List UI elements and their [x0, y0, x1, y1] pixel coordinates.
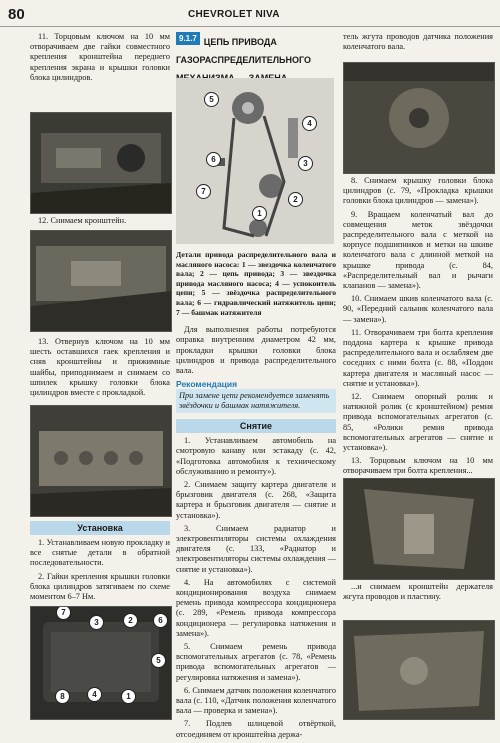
diagram-callout-5: 5 [204, 92, 219, 107]
torque-sequence-photo [30, 606, 172, 720]
step-11-text: 11. Торцовым ключом на 10 мм отворачиваем две гайки совместного крепления кронштейна переднего крепления экрана и крышки головки блока цилиндров. [30, 32, 170, 82]
column-left-c [30, 337, 170, 401]
removal-step-2: 2. Снимаем защиту картера двигателя и брызговик двигателя (с. 268, «Защита картера и брызговик двигателя — снятие и установка»). [176, 479, 336, 520]
diagram-callout-4: 4 [302, 116, 317, 131]
torque-label-5: 5 [151, 653, 166, 668]
column-right-c [343, 582, 493, 605]
removal-step-7: 7. Подлев шлицевой отвёрткой, отсоединяем от кронштейна держа- [176, 719, 336, 739]
recommendation-text: При замене цепи рекомендуется заменять звёздочки и башмак натяжителя. [176, 389, 336, 413]
page-number: 80 [8, 6, 25, 23]
diagram-callout-3: 3 [298, 156, 313, 171]
diagram-caption: Детали привода распределительного вала и масляного насоса: 1 — звездочка коленчатого вала; 2 — цепь привода; 3 — звездочка привода масляного насоса; 4 — успокоитель цепи; 5 — звёздочка распределительного вала; 6 — гидравлический натяжитель цепи; 7 — башмак натяжителя [176, 250, 336, 317]
engine-photo-bracket-removed [30, 230, 172, 332]
page-header [0, 0, 500, 27]
running-title: CHEVROLET NIVA [188, 9, 280, 20]
timing-chain-diagram [176, 78, 334, 244]
column-left-b [30, 216, 170, 229]
removal-step-5: 5. Снимаем ремень привода вспомогательных агрегатов (с. 78, «Ремень привода вспомогательных агрегатов — регулировка натяжения и замена»). [176, 642, 336, 682]
step-9-text: 9. Вращаем коленчатый вал до совмещения меток звёздочки распределительного вала с меткой на корпусе подшипников и метки на шкиве коленчатого вала с длинной меткой на крышке привода (с. 84, «Распределительный вал и рычаги клапанов — замена»). [343, 209, 493, 291]
removal-step-4: 4. На автомобилях с системой кондиционирования воздуха снимаем ремень привода компрессора кондиционера (с. 289, «Ремень привода компрессора кондиционера — регулировка натяжения и замена»). [176, 577, 336, 638]
torque-label-7: 7 [56, 606, 71, 620]
torque-label-4: 4 [87, 687, 102, 702]
step-11b-text: 11. Отворачиваем три болта крепления поддона картера к крышке привода распределительного вала и ослабляем две соседних с ними болта (с. 88, «Поддон картера двигателя и масляный насос — снятие и установка»). [343, 327, 493, 388]
torque-label-6: 6 [153, 613, 168, 628]
step-13-text: 13. Отвернув ключом на 10 мм шесть оставшихся гаек крепления и сняв кронштейны и прижимные шайбы, приподнимаем и снимаем со шпилек крышку головки блока цилиндров вместе с прокладкой. [30, 337, 170, 398]
column-right [343, 32, 493, 55]
step-13-caption: ...и снимаем кронштейн держателя жгута проводов и пластину. [343, 582, 493, 602]
engine-photo-timing-cover [343, 62, 495, 174]
step-13b-text: 13. Торцовым ключом на 10 мм отворачиваем три болта крепления... [343, 456, 493, 476]
removal-step-6: 6. Снимаем датчик положения коленчатого вала (с. 110, «Датчик положения коленчатого вала — проверка и замена»). [176, 685, 336, 716]
engine-photo-harness-bracket [343, 478, 495, 580]
removal-step-1: 1. Устанавливаем автомобиль на смотровую канаву или эстакаду (с. 42, «Подготовка автомобиля к техническому обслуживанию и ремонту»). [176, 436, 336, 476]
recommendation-header: Рекомендация [176, 379, 238, 390]
diagram-callout-2: 2 [288, 192, 303, 207]
column-middle-b [176, 250, 336, 743]
engine-photo-plate [343, 620, 495, 720]
torque-label-3: 3 [89, 615, 104, 630]
column-left-d [30, 518, 170, 605]
step-12b-text: 12. Снимаем опорный ролик и натяжной ролик (с кронштейном) ремня привода вспомогательных агрегатов (с. 85, «Ролики ремня привода вспомогательных агрегатов — снятие и установка»). [343, 392, 493, 453]
column-right-b [343, 176, 493, 480]
torque-label-1: 1 [121, 689, 136, 704]
step-8-text: 8. Снимаем крышку головки блока цилиндров (с. 79, «Прокладка крышки головки блока цилиндров — замена»). [343, 176, 493, 206]
continued-text: тель жгута проводов датчика положения коленчатого вала. [343, 32, 493, 52]
tools-intro: Для выполнения работы потребуются оправка внутренним диаметром 42 мм, прокладки крышки головки блока цилиндров и привода распределительного вала. [176, 325, 336, 375]
diagram-callout-7: 7 [196, 184, 211, 199]
install-step-1: 1. Устанавливаем новую прокладку и все снятые детали в обратной последовательности. [30, 538, 170, 568]
install-section-header: Установка [30, 521, 170, 535]
removal-section-header: Снятие [176, 419, 336, 433]
column-left [30, 32, 170, 86]
step-10-text: 10. Снимаем шкив коленчатого вала (с. 90, «Передний сальник коленчатого вала — замена»). [343, 294, 493, 324]
torque-label-8: 8 [55, 689, 70, 704]
engine-photo-head-cover-removed [30, 405, 172, 517]
torque-label-2: 2 [123, 613, 138, 628]
install-step-2: 2. Гайки крепления крышки головки блока цилиндров затягиваем по схеме моментом 6–7 Нм. [30, 571, 170, 602]
diagram-callout-6: 6 [206, 152, 221, 167]
step-12-text: 12. Снимаем кронштейн. [38, 216, 127, 225]
section-title: ЦЕПЬ ПРИВОДА ГАЗОРАСПРЕДЕЛИТЕЛЬНОГО [176, 37, 311, 65]
removal-step-3: 3. Снимаем радиатор и электровентиляторы системы охлаждения двигателя (с. 133, «Радиатор и электровентиляторы системы охлаждения — снятие и установка»). [176, 523, 336, 574]
diagram-callout-1: 1 [252, 206, 267, 221]
section-code: 9.1.7 [176, 32, 200, 45]
engine-photo-bracket-nuts [30, 112, 172, 214]
